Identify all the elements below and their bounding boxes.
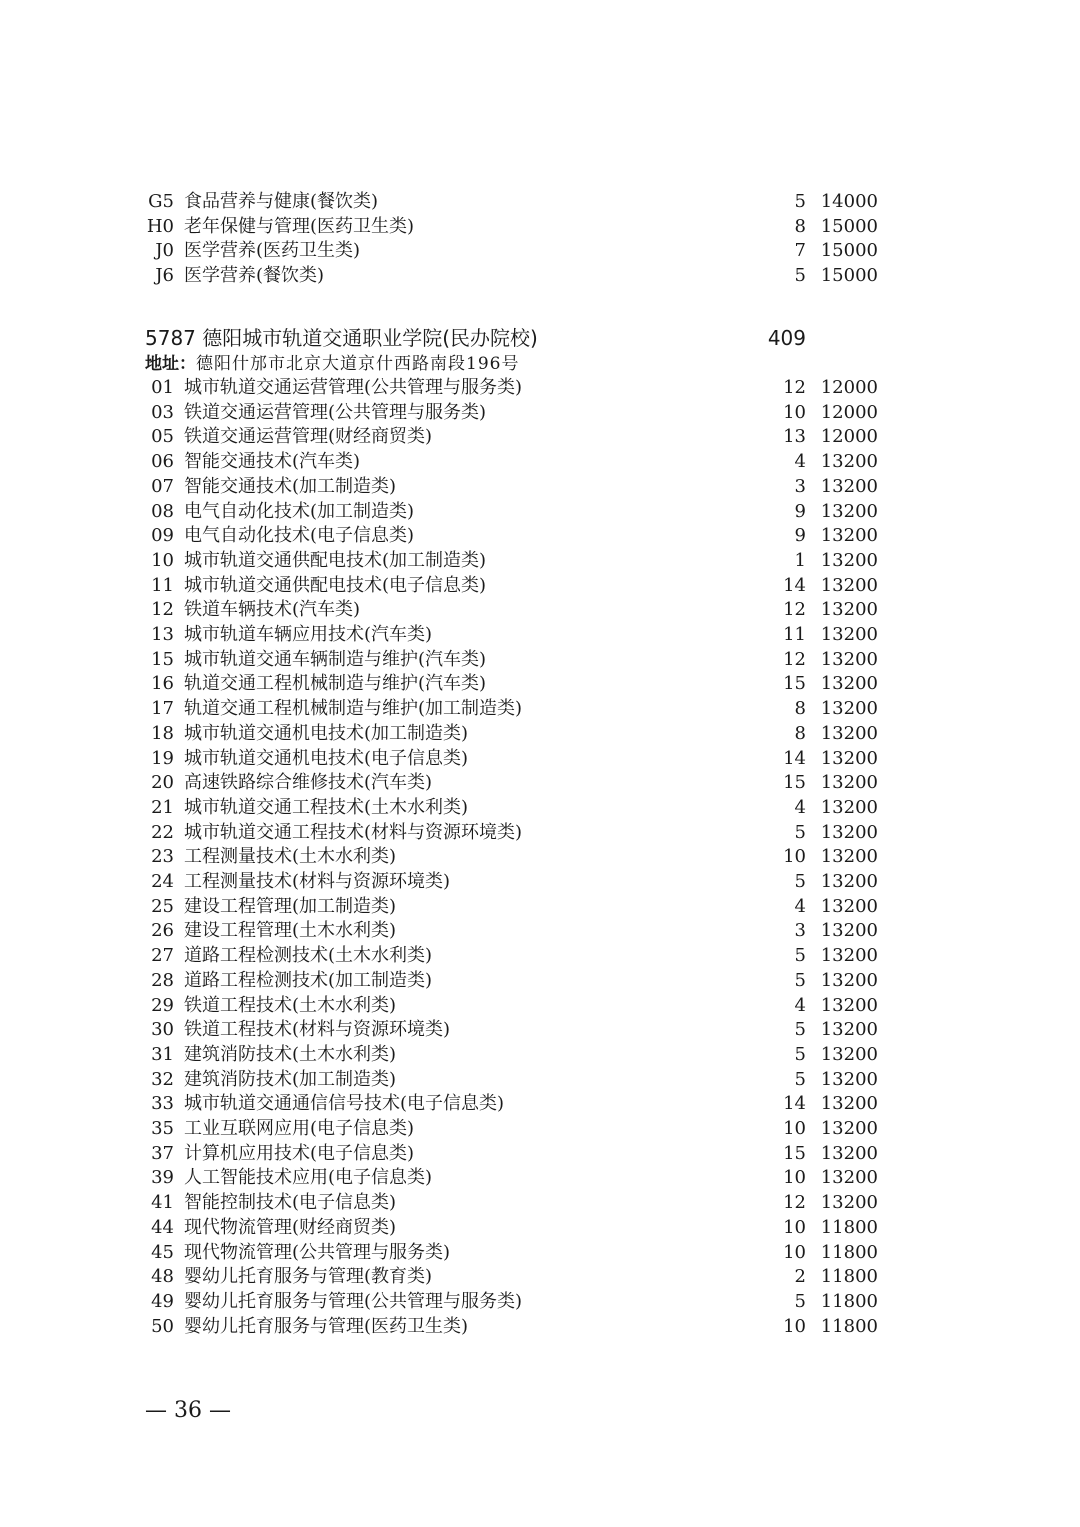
- major-fee: 13200: [820, 821, 878, 843]
- major-fee: 13200: [820, 525, 878, 547]
- major-name: 智能控制技术(电子信息类): [184, 1192, 397, 1214]
- major-row: [0, 500, 1080, 524]
- major-row: [0, 722, 1080, 746]
- major-code: 33: [151, 1093, 174, 1115]
- major-name: 轨道交通工程机械制造与维护(汽车类): [184, 673, 487, 695]
- major-code: 27: [151, 945, 174, 967]
- major-count: 15: [783, 772, 806, 794]
- major-count: 5: [794, 871, 806, 892]
- major-code: 35: [151, 1118, 174, 1139]
- major-fee: 11800: [820, 1315, 878, 1337]
- major-code: 45: [151, 1241, 174, 1263]
- major-fee: 13200: [820, 796, 878, 818]
- major-count: 5: [794, 1068, 806, 1090]
- page-number: — 36 —: [145, 1398, 231, 1423]
- major-name: 道路工程检测技术(加工制造类): [184, 969, 433, 991]
- major-code: 20: [151, 772, 174, 794]
- major-name: 婴幼儿托育服务与管理(医药卫生类): [184, 1315, 469, 1337]
- major-name: 计算机应用技术(电子信息类): [184, 1142, 415, 1164]
- major-fee: 13200: [820, 648, 878, 670]
- major-name: 电气自动化技术(电子信息类): [184, 525, 415, 547]
- major-name: 城市轨道交通通信信号技术(电子信息类): [184, 1093, 505, 1115]
- major-count: 12: [783, 377, 806, 398]
- major-code: 24: [151, 871, 174, 892]
- major-count: 12: [783, 1192, 806, 1214]
- major-row: [0, 1191, 1080, 1215]
- major-count: 8: [794, 722, 806, 744]
- major-count: 12: [783, 648, 806, 670]
- major-row: [0, 969, 1080, 993]
- major-count: 10: [783, 1315, 806, 1337]
- major-count: 5: [794, 945, 806, 967]
- major-name: 铁道工程技术(材料与资源环境类): [184, 1019, 451, 1041]
- major-name: 婴幼儿托育服务与管理(公共管理与服务类): [184, 1290, 523, 1312]
- major-row: [0, 796, 1080, 820]
- major-row: [0, 475, 1080, 499]
- major-fee: 15000: [820, 265, 878, 287]
- major-name: 铁道交通运营管理(公共管理与服务类): [184, 401, 487, 423]
- major-row: [0, 239, 1080, 263]
- major-row: [0, 919, 1080, 943]
- major-count: 1: [794, 549, 806, 571]
- major-fee: 13200: [820, 451, 878, 473]
- address-value: 德阳什邡市北京大道京什西路南段196号: [196, 354, 520, 374]
- major-name: 工程测量技术(土木水利类): [184, 846, 397, 868]
- major-code: 07: [151, 475, 174, 497]
- major-fee: 13200: [820, 1142, 878, 1164]
- major-count: 10: [783, 401, 806, 423]
- major-row: [0, 648, 1080, 672]
- major-count: 5: [794, 1043, 806, 1065]
- major-name: 铁道工程技术(土木水利类): [184, 994, 397, 1016]
- major-row: [0, 1068, 1080, 1092]
- major-row: [0, 672, 1080, 696]
- major-code: 28: [151, 969, 174, 991]
- major-name: 建设工程管理(加工制造类): [184, 895, 397, 917]
- major-code: 48: [151, 1266, 174, 1288]
- major-fee: 13200: [820, 698, 878, 720]
- major-code: 19: [151, 747, 174, 769]
- major-count: 5: [794, 1290, 806, 1312]
- major-row: [0, 1117, 1080, 1141]
- major-count: 5: [794, 969, 806, 991]
- major-fee: 13200: [820, 994, 878, 1016]
- major-fee: 13200: [820, 1192, 878, 1214]
- major-fee: 13200: [820, 1068, 878, 1090]
- major-name: 老年保健与管理(医药卫生类): [184, 215, 415, 237]
- major-code: 11: [151, 574, 174, 596]
- major-fee: 13200: [820, 1043, 878, 1065]
- major-count: 10: [783, 1167, 806, 1189]
- major-count: 8: [794, 698, 806, 720]
- major-fee: 12000: [820, 377, 878, 398]
- major-count: 9: [794, 525, 806, 547]
- major-fee: 13200: [820, 1118, 878, 1139]
- major-fee: 13200: [820, 673, 878, 695]
- address-label: 地址：: [145, 354, 196, 374]
- major-fee: 13200: [820, 475, 878, 497]
- major-count: 14: [783, 747, 806, 769]
- major-code: 06: [151, 451, 174, 473]
- major-code: 15: [151, 648, 174, 670]
- major-row: [0, 450, 1080, 474]
- major-fee: 13200: [820, 549, 878, 571]
- major-code: 08: [151, 500, 174, 522]
- major-row: [0, 1241, 1080, 1265]
- major-code: 50: [151, 1315, 174, 1337]
- major-code: 37: [151, 1142, 174, 1164]
- major-name: 工业互联网应用(电子信息类): [184, 1118, 415, 1139]
- major-count: 4: [794, 796, 806, 818]
- major-row: [0, 574, 1080, 598]
- major-name: 道路工程检测技术(土木水利类): [184, 945, 433, 967]
- major-name: 城市轨道交通运营管理(公共管理与服务类): [184, 377, 523, 398]
- major-name: 城市轨道交通工程技术(土木水利类): [184, 796, 469, 818]
- major-code: 03: [151, 401, 174, 423]
- major-code: 44: [151, 1216, 174, 1238]
- major-count: 4: [794, 994, 806, 1016]
- major-row: [0, 1018, 1080, 1042]
- major-count: 13: [783, 426, 806, 448]
- major-fee: 13200: [820, 747, 878, 769]
- major-count: 5: [794, 191, 806, 212]
- major-code: H0: [146, 215, 174, 237]
- major-code: 39: [151, 1167, 174, 1189]
- major-name: 电气自动化技术(加工制造类): [184, 500, 415, 522]
- major-code: 09: [151, 525, 174, 547]
- major-row: [0, 1092, 1080, 1116]
- major-count: 4: [794, 895, 806, 917]
- major-name: 城市轨道交通供配电技术(加工制造类): [184, 549, 487, 571]
- major-count: 5: [794, 265, 806, 287]
- major-code: 05: [151, 426, 174, 448]
- major-name: 现代物流管理(公共管理与服务类): [184, 1241, 451, 1263]
- major-code: 25: [151, 895, 174, 917]
- major-row: [0, 747, 1080, 771]
- major-name: 工程测量技术(材料与资源环境类): [184, 871, 451, 892]
- major-count: 14: [783, 574, 806, 596]
- major-code: G5: [148, 191, 174, 212]
- major-row: [0, 821, 1080, 845]
- major-code: 29: [151, 994, 174, 1016]
- major-code: 16: [151, 673, 174, 695]
- major-row: [0, 870, 1080, 894]
- major-name: 人工智能技术应用(电子信息类): [184, 1167, 433, 1189]
- major-fee: 13200: [820, 624, 878, 645]
- major-count: 15: [783, 1142, 806, 1164]
- major-row: [0, 1043, 1080, 1067]
- major-fee: 13200: [820, 772, 878, 794]
- major-code: 21: [151, 796, 174, 818]
- major-name: 医学营养(餐饮类): [184, 265, 325, 287]
- major-row: [0, 1216, 1080, 1240]
- major-count: 2: [794, 1266, 806, 1288]
- major-fee: 13200: [820, 945, 878, 967]
- major-name: 婴幼儿托育服务与管理(教育类): [184, 1266, 433, 1288]
- major-fee: 11800: [820, 1266, 878, 1288]
- major-count: 9: [794, 500, 806, 522]
- major-code: 31: [151, 1043, 174, 1065]
- major-name: 城市轨道车辆应用技术(汽车类): [184, 624, 433, 645]
- major-count: 4: [794, 451, 806, 473]
- major-count: 14: [783, 1093, 806, 1115]
- major-code: 26: [151, 920, 174, 942]
- major-code: 18: [151, 722, 174, 744]
- major-count: 10: [783, 1118, 806, 1139]
- major-fee: 11800: [820, 1290, 878, 1312]
- major-name: 食品营养与健康(餐饮类): [184, 191, 379, 212]
- major-code: J0: [155, 240, 174, 262]
- major-code: 10: [151, 549, 174, 571]
- major-fee: 13200: [820, 846, 878, 868]
- major-row: [0, 1166, 1080, 1190]
- major-fee: 13200: [820, 920, 878, 942]
- major-name: 城市轨道交通机电技术(加工制造类): [184, 722, 469, 744]
- major-row: [0, 845, 1080, 869]
- major-count: 7: [794, 240, 806, 262]
- major-count: 10: [783, 1216, 806, 1238]
- major-row: [0, 944, 1080, 968]
- major-code: 41: [151, 1192, 174, 1214]
- major-count: 15: [783, 673, 806, 695]
- major-fee: 13200: [820, 1093, 878, 1115]
- major-row: [0, 376, 1080, 400]
- major-count: 11: [783, 624, 806, 645]
- major-row: [0, 623, 1080, 647]
- major-name: 智能交通技术(加工制造类): [184, 475, 397, 497]
- major-name: 建筑消防技术(加工制造类): [184, 1068, 397, 1090]
- major-name: 铁道交通运营管理(财经商贸类): [184, 426, 433, 448]
- major-row: [0, 994, 1080, 1018]
- major-fee: 13200: [820, 500, 878, 522]
- major-count: 3: [794, 475, 806, 497]
- major-row: [0, 524, 1080, 548]
- major-name: 高速铁路综合维修技术(汽车类): [184, 772, 433, 794]
- school-heading: 5787 德阳城市轨道交通职业学院(民办院校): [145, 326, 538, 350]
- major-code: 17: [151, 698, 174, 720]
- major-code: 32: [151, 1068, 174, 1090]
- major-fee: 12000: [820, 426, 878, 448]
- major-code: 30: [151, 1019, 174, 1041]
- major-row: [0, 1290, 1080, 1314]
- major-code: 01: [151, 377, 174, 398]
- major-fee: 13200: [820, 599, 878, 621]
- major-row: [0, 895, 1080, 919]
- major-row: [0, 1142, 1080, 1166]
- major-row: [0, 697, 1080, 721]
- major-fee: 12000: [820, 401, 878, 423]
- major-count: 5: [794, 1019, 806, 1041]
- major-name: 城市轨道交通工程技术(材料与资源环境类): [184, 821, 523, 843]
- major-row: [0, 401, 1080, 425]
- major-row: [0, 1265, 1080, 1289]
- major-count: 8: [794, 215, 806, 237]
- major-code: 12: [151, 599, 174, 621]
- major-count: 10: [783, 1241, 806, 1263]
- major-name: 医学营养(医药卫生类): [184, 240, 361, 262]
- school-address: [145, 352, 519, 376]
- major-row: [0, 771, 1080, 795]
- major-fee: 15000: [820, 215, 878, 237]
- major-count: 12: [783, 599, 806, 621]
- major-count: 5: [794, 821, 806, 843]
- major-name: 城市轨道交通供配电技术(电子信息类): [184, 574, 487, 596]
- major-fee: 13200: [820, 722, 878, 744]
- major-name: 建设工程管理(土木水利类): [184, 920, 397, 942]
- major-fee: 13200: [820, 895, 878, 917]
- major-row: [0, 190, 1080, 214]
- major-code: J6: [155, 265, 174, 287]
- major-name: 建筑消防技术(土木水利类): [184, 1043, 397, 1065]
- major-row: [0, 215, 1080, 239]
- major-row: [0, 549, 1080, 573]
- major-code: 22: [151, 821, 174, 843]
- major-code: 13: [151, 624, 174, 645]
- major-name: 智能交通技术(汽车类): [184, 451, 361, 473]
- school-total-quota: 409: [767, 326, 806, 350]
- major-fee: 13200: [820, 1019, 878, 1041]
- major-fee: 13200: [820, 574, 878, 596]
- major-fee: 11800: [820, 1241, 878, 1263]
- major-count: 10: [783, 846, 806, 868]
- major-row: [0, 264, 1080, 288]
- major-fee: 13200: [820, 871, 878, 892]
- major-name: 城市轨道交通机电技术(电子信息类): [184, 747, 469, 769]
- major-fee: 14000: [820, 191, 878, 212]
- major-row: [0, 425, 1080, 449]
- major-name: 城市轨道交通车辆制造与维护(汽车类): [184, 648, 487, 670]
- major-code: 49: [151, 1290, 174, 1312]
- major-count: 3: [794, 920, 806, 942]
- major-name: 铁道车辆技术(汽车类): [184, 599, 361, 621]
- major-name: 轨道交通工程机械制造与维护(加工制造类): [184, 698, 523, 720]
- major-fee: 13200: [820, 1167, 878, 1189]
- major-row: [0, 1315, 1080, 1339]
- major-code: 23: [151, 846, 174, 868]
- major-fee: 15000: [820, 240, 878, 262]
- major-fee: 13200: [820, 969, 878, 991]
- major-fee: 11800: [820, 1216, 878, 1238]
- major-row: [0, 598, 1080, 622]
- major-name: 现代物流管理(财经商贸类): [184, 1216, 397, 1238]
